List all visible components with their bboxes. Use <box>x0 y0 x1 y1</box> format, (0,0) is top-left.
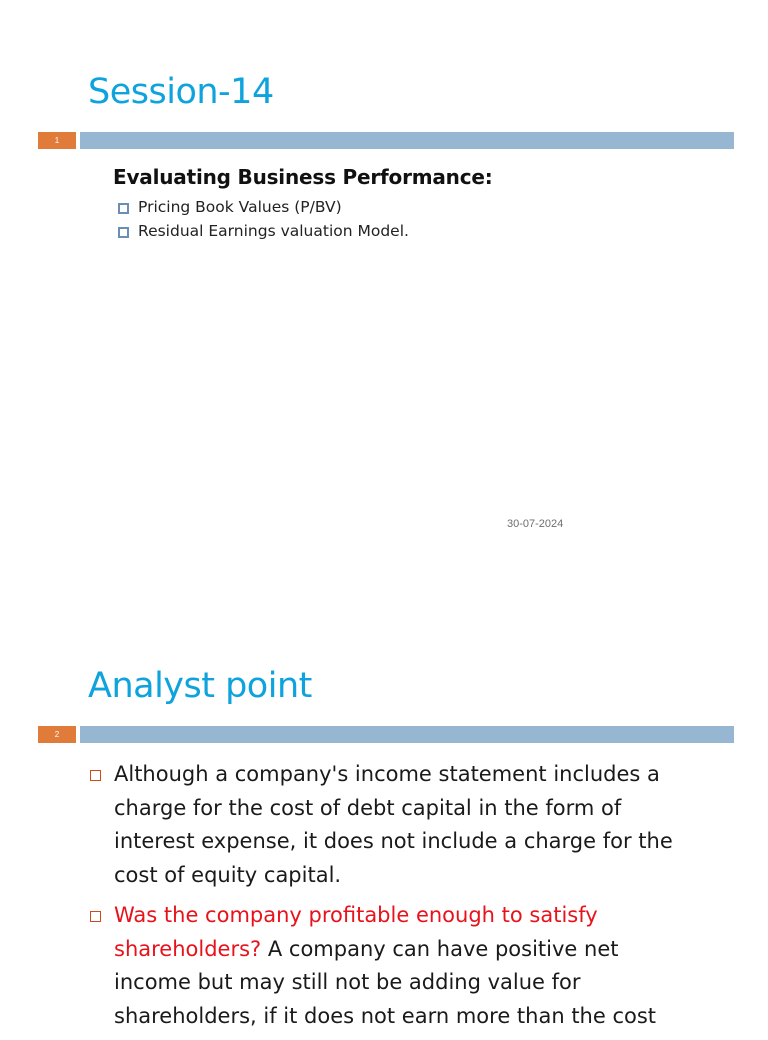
bullet-list <box>118 196 409 244</box>
slide-number: 1 <box>38 132 76 149</box>
list-item <box>90 899 700 1033</box>
list-item <box>118 220 409 244</box>
title-underline-bar <box>80 132 734 149</box>
title-underline-bar <box>80 726 734 743</box>
list-item-text: A company can have positive net income but may still not be adding value for shareholders, if it does not earn more than the cost <box>114 936 657 1028</box>
list-item-text: Although a company's income statement includes a charge for the cost of debt capital in the form of interest expense, it does not include a charge for the cost of equity capital. <box>114 762 673 887</box>
slide-title: Analyst point <box>88 666 312 706</box>
square-bullet-icon <box>118 227 129 238</box>
slide-date: 30-07-2024 <box>507 518 564 530</box>
square-bullet-icon <box>90 770 101 781</box>
bullet-list <box>90 758 700 1040</box>
slide-title: Session-14 <box>88 72 274 112</box>
highlighted-question: Was the company profitable enough to satisfy shareholders? <box>114 903 598 961</box>
slide-2 <box>0 590 768 1028</box>
square-bullet-icon <box>90 911 101 922</box>
list-item-text: Residual Earnings valuation Model. <box>138 222 409 240</box>
section-heading: Evaluating Business Performance: <box>113 165 493 189</box>
list-item <box>118 196 409 220</box>
slide-number: 2 <box>38 726 76 743</box>
list-item <box>90 758 700 892</box>
square-bullet-icon <box>118 203 129 214</box>
list-item-text: Pricing Book Values (P/BV) <box>138 198 342 216</box>
